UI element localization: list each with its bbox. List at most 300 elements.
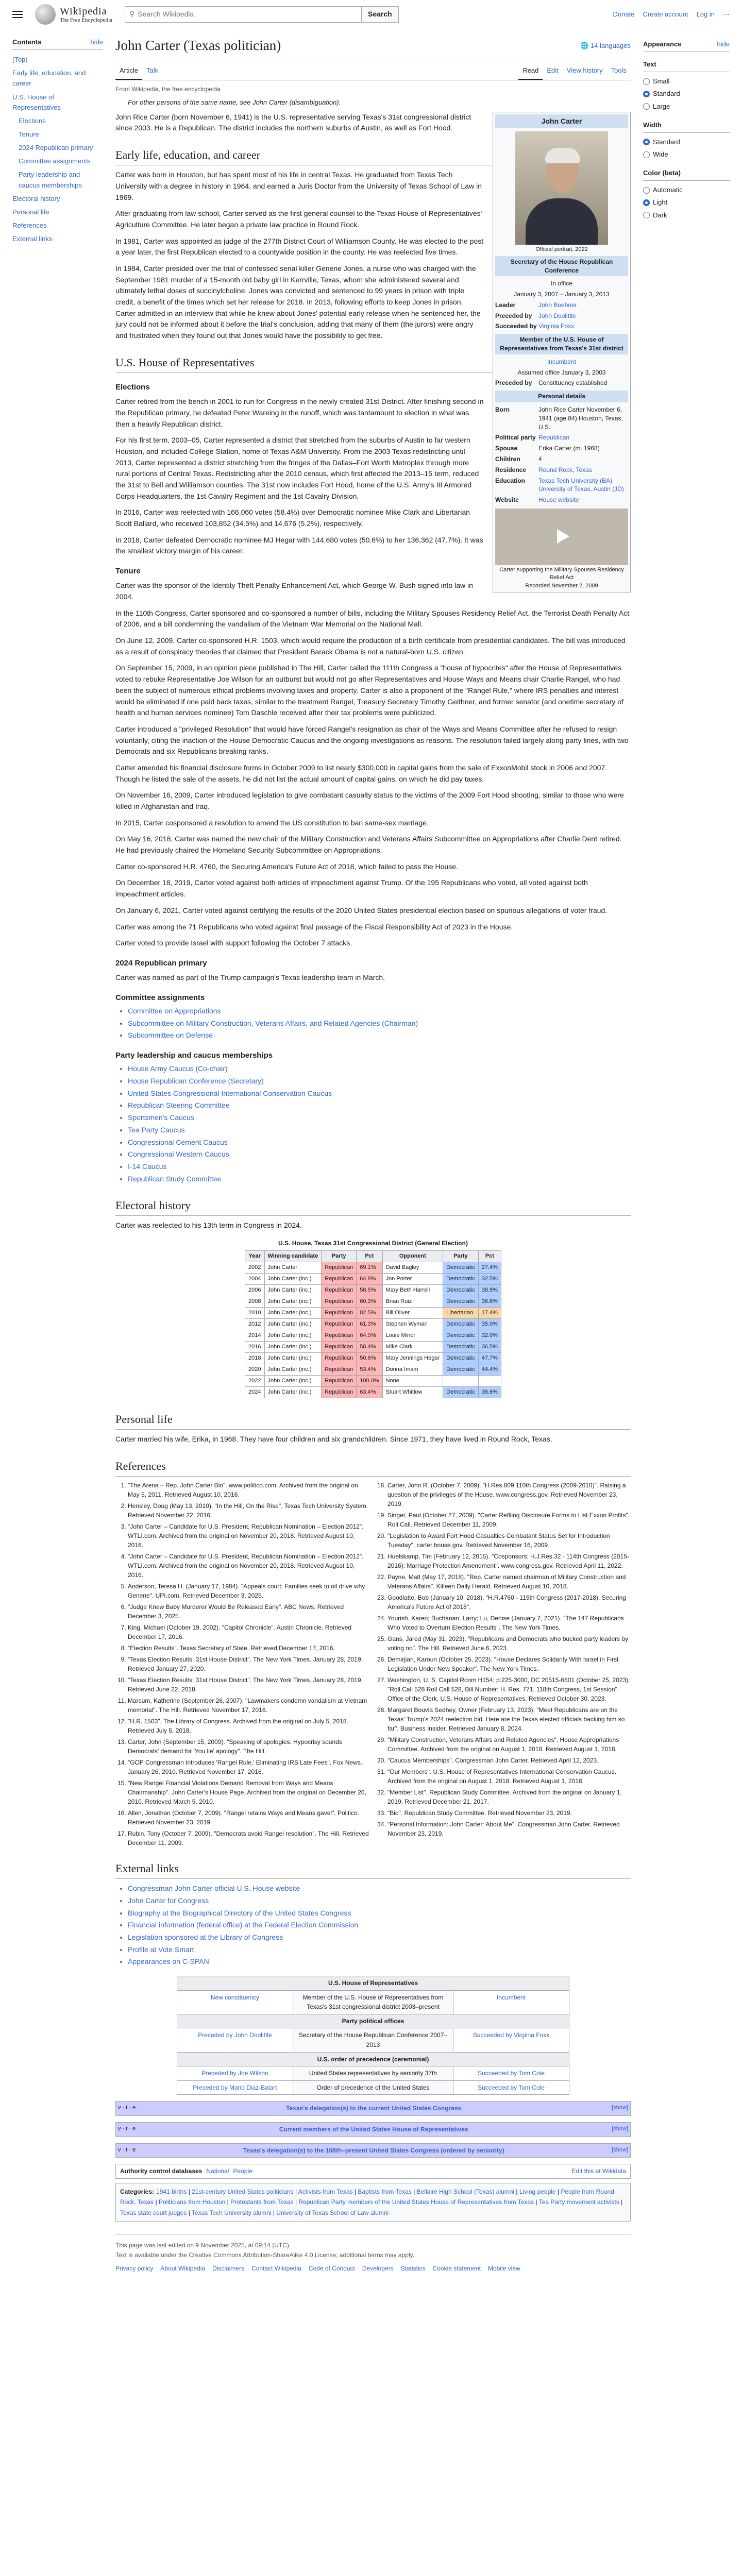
radio-icon[interactable] — [643, 103, 650, 110]
succession-cell[interactable]: Preceded by Joe Wilson — [201, 2070, 268, 2077]
tenure-text — [115, 580, 631, 949]
infobox-row-succeeded: Succeeded by Virginia Foxx — [495, 323, 575, 330]
navbox — [115, 2143, 631, 2158]
appearance-hide-button[interactable]: hide — [717, 40, 730, 48]
reference-item: 26. Demirjian, Karoun (October 25, 2023). "House Declares Solidarity With Israel in First Legislation Under New Speaker". The New York Times. — [387, 1655, 631, 1673]
table-cell: 2024 — [245, 1387, 264, 1398]
succession-cell[interactable]: Incumbent — [497, 1993, 526, 2001]
table-cell[interactable]: John Carter (inc.) — [264, 1353, 322, 1364]
infobox-row-residence: Residence Round Rock, Texas — [495, 466, 592, 473]
create-account-link[interactable]: Create account — [643, 10, 688, 18]
navbox-title[interactable]: Current members of the United States House of Representatives — [279, 2125, 468, 2133]
caucus-list — [115, 1063, 631, 1184]
table-cell[interactable]: Stephen Wyman — [382, 1318, 443, 1330]
table-cell[interactable]: John Carter — [264, 1262, 322, 1273]
table-cell: 35.0% — [478, 1318, 501, 1330]
main-menu-icon[interactable] — [12, 9, 23, 20]
table-cell: 58.4% — [357, 1342, 382, 1353]
user-links — [613, 9, 730, 20]
portrait-caption: Official portrait, 2022 — [535, 246, 588, 253]
table-cell: 2002 — [245, 1262, 264, 1273]
reference-item: 18. Carter, John R. (October 7, 2009). "H.Res.809 110th Congress (2009-2010)". Raising a question of the privileges of the House. www.congress.gov. Retrieved November 23, 2019. — [387, 1481, 631, 1509]
table-cell[interactable]: John Carter (inc.) — [264, 1296, 322, 1307]
last-edited: This page was last edited on 9 November 2025, at 09:14 (UTC). — [115, 2241, 291, 2249]
footer-link[interactable]: Statistics — [400, 2265, 426, 2273]
table-cell[interactable]: John Carter (inc.) — [264, 1284, 322, 1296]
navbox-vte[interactable]: v · t · e — [118, 2146, 136, 2153]
paragraph: For his first term, 2003–05, Carter represented a district that stretched from the suburbs of Austin to far western Houston, and included College Station, home of Texas A&M University. From the 2003 Texas redistricting until 2013, Carter represented a district stretching from the fringes of the Dallas–Fort Worth Metroplex through more rural portions of Central Texas. Redistricting after the 2010 census, which first affected the 2013–15 term, reduced the 31st to Bell and Williamson counties. The 31st now includes Fort Hood, home of the U.S. Army's III Armored Corps Headquarters, the 1st Cavalry Regiment and the 1st Cavalry Division. — [115, 436, 479, 500]
table-cell[interactable]: None — [382, 1376, 443, 1387]
paragraph: In 2018, Carter defeated Democratic nominee MJ Hegar with 144,680 votes (50.6%) to her 136,362 (47.7%). It was the smallest victory margin of his career. — [115, 535, 483, 555]
license-text: Text is available under the Creative Commons Attribution-ShareAlike 4.0 License; additional terms may apply. — [115, 2251, 415, 2259]
toc-item[interactable]: Party leadership and caucus memberships — [19, 171, 82, 189]
succession-header: Party political offices — [177, 2014, 569, 2029]
tab-read[interactable]: Read — [518, 62, 543, 80]
tab-view-history[interactable]: View history — [566, 66, 603, 74]
table-row — [245, 1296, 501, 1307]
category-link[interactable]: People from Round Rock, Texas — [120, 2188, 614, 2206]
external-link[interactable]: • Appearances on C-SPAN — [128, 1956, 631, 1968]
office-term-1: January 3, 2007 – January 3, 2013 — [514, 291, 610, 298]
category-link[interactable]: 1941 births — [156, 2188, 187, 2195]
category-links: Categories: 1941 births | 21st-century United States politicians | Activists from Texas | Baptists from Texas | Bellaire High School (Texas) alumni | Living people | People from Round Rock, Texas | Politicians from Houston | Protestants from Texas | Republican Party members of the United States House of Representatives from Texas | Tea Party movement activists | Texas state court judges | Texas Tech University alumni | University of Texas School of Law alumni — [115, 2183, 631, 2222]
table-cell: Republican — [322, 1262, 357, 1273]
search-placeholder: Search Wikipedia — [138, 10, 194, 19]
table-cell: Democratic — [443, 1342, 479, 1353]
reference-item: 17. Rubin, Tony (October 7, 2009). "Democrats avoid Rangel resolution". The Hill. Retrieved December 11, 2009. — [128, 1829, 371, 1848]
table-cell: 32.0% — [478, 1330, 501, 1341]
table-cell[interactable]: Mike Clark — [382, 1342, 443, 1353]
table-cell[interactable]: Louie Minor — [382, 1330, 443, 1341]
paragraph: Carter introduced a "privileged Resolution" that would have forced Rangel's resignation as chair of the Ways and Means Committee after he refused to resign voluntarily, citing the inaction of the House Democratic Caucus and the ongoing investigations as reasons. The resolution failed largely along party lines, with two Democrats and six Republicans breaking ranks. — [115, 724, 629, 756]
paragraph: After graduating from law school, Carter served as the first general counsel to the Texas House of Representatives' Agriculture Committee. He later began a private law practice in Round Rock. — [115, 209, 482, 229]
section-committees: Committee assignments — [115, 993, 205, 1002]
table-row — [245, 1353, 501, 1364]
table-cell: 2014 — [245, 1330, 264, 1341]
toc-item[interactable]: Electoral history — [12, 194, 60, 202]
section-electoral-history: Electoral history — [115, 1197, 631, 1216]
video-credit: Recorded November 2, 2009 — [525, 582, 598, 589]
reference-item: 1. "The Arena – Rep. John Carter Bio". www.politico.com. Archived from the original on May 5, 2011. Retrieved August 10, 2016. — [128, 1481, 371, 1499]
caucus-item[interactable]: • Congressional Cement Caucus — [128, 1137, 631, 1148]
footer-link[interactable]: Disclaimers — [212, 2265, 245, 2273]
succession-header: U.S. order of precedence (ceremonial) — [177, 2053, 569, 2067]
table-cell[interactable]: John Carter (inc.) — [264, 1307, 322, 1318]
succession-cell[interactable]: Succeeded by Virginia Foxx — [473, 2031, 550, 2039]
language-selector[interactable]: 🌐 14 languages — [580, 41, 631, 49]
color-option[interactable] — [643, 209, 730, 222]
tab-talk[interactable]: Talk — [146, 66, 159, 74]
table-header: Opponent — [382, 1250, 443, 1262]
reference-item: 27. Washington, U. S. Capitol Room H154; p:225-3000, DC 20515-6601 (October 25, 2023). "Roll Call 528 Roll Call 528, Bill Number: H. Res. 771, 118th Congress, 1st Session". Office of the Clerk, U.S. House of Representatives. Retrieved October 30, 2023. — [387, 1675, 631, 1703]
caucus-item[interactable]: • I-14 Caucus — [128, 1161, 631, 1173]
table-cell: Republican — [322, 1318, 357, 1330]
width-option[interactable] — [643, 148, 730, 161]
table-cell[interactable]: John Carter (inc.) — [264, 1387, 322, 1398]
reference-item: 6. "Judge Knew Baby Murderer Would Be Released Early". ABC News. Retrieved December 3, 2025. — [128, 1602, 371, 1621]
toc-list — [12, 53, 103, 246]
footer-links — [115, 2264, 631, 2274]
succession-cell[interactable]: Preceded by Mario Diaz-Balart — [193, 2083, 277, 2091]
text-size-option[interactable] — [643, 75, 730, 88]
category-link[interactable]: University of Texas School of Law alumni — [276, 2209, 389, 2216]
table-cell[interactable]: John Carter (inc.) — [264, 1318, 322, 1330]
color-label: Color (beta) — [643, 166, 730, 181]
navbox — [115, 2122, 631, 2137]
footer-link[interactable]: Cookie statement — [432, 2265, 481, 2273]
personal-details-header: Personal details — [495, 391, 628, 402]
table-cell: 69.1% — [357, 1262, 382, 1273]
table-cell: 2008 — [245, 1296, 264, 1307]
text-size-label: Text — [643, 57, 730, 72]
section-personal-life: Personal life — [115, 1411, 631, 1430]
navbox-show-toggle[interactable]: [show] — [612, 2125, 628, 2132]
table-cell: Republican — [322, 1387, 357, 1398]
external-link[interactable]: • Financial information (federal office) at the Federal Election Commission — [128, 1920, 631, 1931]
option-label: Automatic — [653, 186, 683, 194]
reference-item: 23. Goodlatte, Bob (January 10, 2018). "H.R.4760 - 115th Congress (2017-2018): Securing America's Future Act of 2018". — [387, 1593, 631, 1612]
option-label: Large — [653, 102, 670, 110]
incumbent-label[interactable]: Incumbent — [547, 358, 577, 365]
table-cell: 58.5% — [357, 1284, 382, 1296]
reference-list — [115, 1481, 631, 1848]
table-row — [245, 1262, 501, 1273]
donate-link[interactable]: Donate — [613, 10, 635, 18]
table-cell — [478, 1376, 501, 1387]
committee-list — [115, 1006, 631, 1041]
section-references: References — [115, 1458, 631, 1477]
table-cell — [443, 1376, 479, 1387]
infobox-row-children: Children 4 — [495, 455, 542, 463]
toc-item[interactable]: 2024 Republican primary — [19, 144, 93, 152]
toc-item[interactable]: Committee assignments — [19, 157, 91, 165]
authority-people[interactable]: People — [233, 2167, 252, 2175]
infobox-row-website: Website House website — [495, 496, 579, 504]
infobox-row-education: Education Texas Tech University (BA) University of Texas, Austin (JD) — [495, 477, 624, 493]
table-cell: Republican — [322, 1307, 357, 1318]
category-link[interactable]: Bellaire High School (Texas) alumni — [416, 2188, 515, 2195]
table-cell: 60.3% — [357, 1296, 382, 1307]
video-player[interactable] — [495, 509, 628, 565]
intro-paragraph: John Rice Carter (born November 6, 1941) is the U.S. representative serving Texas's 31st congressional district since 2003. He is a Republican. The district includes the northern suburbs of Austin, as well as Fort Hood. — [115, 112, 471, 132]
table-row — [245, 1376, 501, 1387]
paragraph: Carter co-sponsored H.R. 4760, the Securing America's Future Act of 2018, which failed to pass the House. — [115, 862, 458, 871]
reference-item: 13. Carter, John (September 15, 2009). "Speaking of apologies: Hypocrisy sounds Democrats' demand for 'You lie' apology". The Hill. — [128, 1737, 371, 1756]
navbox-show-toggle[interactable]: [show] — [612, 2146, 628, 2153]
authority-national[interactable]: National — [206, 2167, 229, 2175]
radio-icon[interactable] — [643, 187, 650, 194]
caucus-item[interactable]: • Sportsmen's Caucus — [128, 1112, 631, 1124]
paragraph: In 1981, Carter was appointed as judge of the 277th District Court of Williamson County. He was elected to the post a year later, the first Republican elected to a countywide position in the county. He was reelected five times. — [115, 236, 484, 257]
table-cell[interactable]: Stuart Whitlow — [382, 1387, 443, 1398]
table-row — [245, 1342, 501, 1353]
table-cell[interactable]: Donna Imam — [382, 1364, 443, 1376]
succession-row — [177, 2066, 569, 2081]
table-cell[interactable]: John Carter (inc.) — [264, 1330, 322, 1341]
navbox-title[interactable]: Texas's delegation(s) to the 108th–present United States Congress (ordered by seniority) — [243, 2146, 504, 2154]
radio-icon[interactable] — [643, 139, 650, 145]
table-row — [245, 1330, 501, 1341]
search-button[interactable]: Search — [361, 6, 399, 23]
table-cell: 38.9% — [478, 1284, 501, 1296]
category-link[interactable]: Tea Party movement activists — [538, 2198, 619, 2206]
width-label: Width — [643, 118, 730, 133]
caucus-item[interactable]: • Tea Party Caucus — [128, 1125, 631, 1136]
paragraph: On January 6, 2021, Carter voted against certifying the results of the 2020 United States presidential election based on spurious allegations of voter fraud. — [115, 906, 608, 914]
width-options — [643, 136, 730, 161]
table-cell: Democratic — [443, 1353, 479, 1364]
caucus-item[interactable]: • Republican Study Committee — [128, 1174, 631, 1185]
succession-cell[interactable]: Preceded by John Doolittle — [198, 2031, 272, 2039]
external-link[interactable]: • Biography at the Biographical Directory of the United States Congress — [128, 1908, 631, 1919]
reference-item: 33. "Bio". Republican Study Committee. Retrieved November 23, 2019. — [387, 1808, 631, 1818]
wikipedia-logo[interactable] — [35, 4, 112, 25]
article — [103, 29, 643, 2280]
reference-item: 3. "John Carter – Candidate for U.S. President, Republican Nomination – Election 2012". WTLI.com. Archived from the original on November 20, 2018. Retrieved August 10, 2016. — [128, 1522, 371, 1550]
option-label: Dark — [653, 211, 667, 219]
footer-link[interactable]: Mobile view — [487, 2265, 520, 2273]
footer-link[interactable]: Contact Wikipedia — [251, 2265, 301, 2273]
navbox-vte[interactable]: v · t · e — [118, 2105, 136, 2111]
table-row — [245, 1284, 501, 1296]
infobox-row-spouse: Spouse Erika Carter (m. 1968) — [495, 445, 600, 452]
succession-cell[interactable]: United States representatives by seniority 37th — [293, 2066, 453, 2080]
committee-item[interactable]: • Subcommittee on Defense — [128, 1030, 631, 1041]
category-link[interactable]: Protestants from Texas — [230, 2198, 294, 2206]
committee-item[interactable]: • Committee on Appropriations — [128, 1006, 631, 1017]
reference-item: 2. Hensley, Doug (May 13, 2010). "In the Hill, On the Rise". Texas Tech University System. Retrieved November 22, 2016. — [128, 1501, 371, 1520]
toc-item[interactable]: (Top) — [12, 56, 28, 64]
category-link[interactable]: Texas state court judges — [120, 2209, 187, 2216]
table-header: Pct — [357, 1250, 382, 1262]
infobox — [493, 112, 631, 592]
paragraph: On November 16, 2009, Carter introduced legislation to give combatant casualty status to the victims of the 2009 Fort Hood shooting, similar to those who were killed in Afghanistan and Iraq. — [115, 791, 624, 811]
toc-hide-button[interactable]: hide — [90, 38, 103, 46]
search-input[interactable] — [125, 6, 362, 23]
search-icon: ⚲ — [129, 10, 135, 19]
radio-icon[interactable] — [643, 199, 650, 206]
color-option[interactable] — [643, 184, 730, 196]
infobox-row-born: Born John Rice Carter November 6, 1941 (age 84) Houston, Texas, U.S. — [495, 406, 623, 431]
table-cell: 2010 — [245, 1307, 264, 1318]
table-cell: 64.0% — [357, 1330, 382, 1341]
navbox-title[interactable]: Texas's delegation(s) to the current United States Congress — [286, 2105, 462, 2112]
category-link[interactable]: Republican Party members of the United States House of Representatives from Texas — [298, 2198, 534, 2206]
tab-edit[interactable]: Edit — [547, 66, 559, 74]
external-link[interactable]: • Profile at Vote Smart — [128, 1944, 631, 1956]
reference-item: 31. "Our Members". U.S. House of Representatives International Conservation Caucus. Archived from the original on August 1, 2018. Retrieved August 1, 2018. — [387, 1767, 631, 1786]
appearance-panel — [643, 29, 730, 2280]
reference-item: 21. Huelskamp, Tim (February 12, 2015). "Cosponsors: H.J.Res.32 - 114th Congress (2015-2016): Marriage Protection Amendment". www.congress.gov. Retrieved April 11, 2022. — [387, 1552, 631, 1570]
succession-header: U.S. House of Representatives — [177, 1976, 569, 1991]
infobox-name: John Carter — [495, 114, 628, 129]
color-option[interactable] — [643, 196, 730, 209]
width-option[interactable] — [643, 136, 730, 148]
table-cell: 36.6% — [478, 1387, 501, 1398]
navbox-vte[interactable]: v · t · e — [118, 2125, 136, 2132]
footer-link[interactable]: About Wikipedia — [160, 2265, 206, 2273]
text-size-options — [643, 75, 730, 112]
section-caucus: Party leadership and caucus memberships — [115, 1051, 273, 1060]
table-cell[interactable]: John Carter (inc.) — [264, 1273, 322, 1284]
navbox-show-toggle[interactable]: [show] — [612, 2105, 628, 2111]
portrait-image[interactable] — [515, 131, 608, 245]
table-cell: Democratic — [443, 1296, 479, 1307]
external-link[interactable]: • Legislation sponsored at the Library of Congress — [128, 1932, 631, 1943]
table-cell: 36.5% — [478, 1342, 501, 1353]
table-cell[interactable]: John Carter (inc.) — [264, 1364, 322, 1376]
reference-item: 16. Allen, Jonathan (October 7, 2009). "Rangel retains Ways and Means gavel". Politico. Retrieved November 23, 2019. — [128, 1808, 371, 1827]
table-cell[interactable]: John Carter (inc.) — [264, 1342, 322, 1353]
category-link[interactable]: Activists from Texas — [298, 2188, 353, 2195]
table-cell: 61.3% — [357, 1318, 382, 1330]
paragraph: Carter voted to provide Israel with support following the October 7 attacks. — [115, 939, 352, 947]
table-cell[interactable]: David Bagley — [382, 1262, 443, 1273]
infobox-row-preceded-2: Preceded by Constituency established — [495, 379, 608, 387]
caucus-item[interactable]: • Republican Steering Committee — [128, 1100, 631, 1111]
category-link[interactable]: Politicians from Houston — [158, 2198, 226, 2206]
reference-item: 24. Yourish, Karen; Buchanan, Larry; Lu, Denise (January 7, 2021). "The 147 Republicans Who Voted to Overturn Election Results". The New York Times. — [387, 1614, 631, 1632]
reference-item: 32. "Member List". Republican Study Committee. Archived from the original on January 1, 2019. Retrieved December 21, 2017. — [387, 1788, 631, 1806]
table-row — [245, 1387, 501, 1398]
paragraph: On June 12, 2009, Carter co-sponsored H.R. 1503, which would require the production of a birth certificate from presidential candidates. The bill was introduced as a result of conspiracy theories that claimed that President Barack Obama is not a natural-born U.S. citizen. — [115, 636, 626, 656]
infobox-row-leader: Leader John Boehner — [495, 301, 577, 309]
table-header: Pct — [478, 1250, 501, 1262]
table-cell: Democratic — [443, 1284, 479, 1296]
table-cell: 2016 — [245, 1342, 264, 1353]
infobox-row-preceded: Preceded by John Doolittle — [495, 312, 576, 319]
external-links-list — [115, 1883, 631, 1968]
log-in-link[interactable]: Log in — [696, 10, 715, 18]
reference-item: 14. "GOP Congressman Introduces 'Rangel Rule,' Eliminating IRS Late Fees". Fox News. January 26, 2010. Retrieved November 17, 2016. — [128, 1758, 371, 1776]
table-cell[interactable]: Mary Beth Harrell — [382, 1284, 443, 1296]
text-size-option[interactable] — [643, 100, 730, 113]
caucus-item[interactable]: • House Army Caucus (Co-chair) — [128, 1063, 631, 1075]
table-cell[interactable]: Bill Oliver — [382, 1307, 443, 1318]
section-house: U.S. House of Representatives — [115, 354, 631, 373]
caucus-item[interactable]: • House Republican Conference (Secretary) — [128, 1076, 631, 1087]
table-cell: 32.5% — [478, 1273, 501, 1284]
site-sub: From Wikipedia, the free encyclopedia — [115, 85, 221, 93]
table-cell: 63.4% — [357, 1387, 382, 1398]
section-primary: 2024 Republican primary — [115, 958, 207, 968]
toc-item[interactable]: Tenure — [19, 130, 39, 138]
tab-tools[interactable]: Tools — [611, 66, 627, 74]
office-title-1[interactable]: Secretary of the House Republican Conference — [495, 256, 628, 277]
option-label: Small — [653, 77, 670, 86]
toc-item[interactable]: Elections — [19, 116, 46, 125]
reference-item: 19. Singer, Paul (October 27, 2009). "Carter Refiling Disclosure Forms to List Exxon Profits". Roll Call. Retrieved December 11, 2009. — [387, 1511, 631, 1529]
table-row — [245, 1273, 501, 1284]
video-caption: Carter supporting the Military Spouses Residency Relief Act — [499, 567, 624, 581]
caucus-item[interactable]: • United States Congressional International Conservation Caucus — [128, 1088, 631, 1099]
tab-article[interactable]: Article — [115, 62, 142, 80]
paragraph: In 1984, Carter presided over the trial of confessed serial killer Genene Jones, a nurse who was charged with the September 1981 murder of a 15-month old baby girl in Kerrville, Texas, whom she administered several and ultimately lethal doses of succinylcholine. Jones was convicted and sentenced to 99 years in prison with triple credit, a benefit of the times which set her release for 2018. In 2013, following efforts to keep Jones in prison, Carter admitted in an interview that while he knew about Jones' potential early release when he sentenced her, the jury could not be informed about it before the trial's conclusion, adding that many of them (the jurors) were angry and frustrated when they found out that Jones would have the possibility to get free. — [115, 264, 481, 340]
external-link[interactable]: • Congressman John Carter official U.S. House website — [128, 1883, 631, 1894]
table-row — [245, 1364, 501, 1376]
succession-cell[interactable]: Order of precedence of the United States — [293, 2081, 453, 2095]
paragraph: In 2016, Carter was reelected with 166,060 votes (58.4%) over Democratic nominee Mike Clark and Libertarian Scott Ballard, who received 103,852 (34.5%) and 14,676 (5.2%), respectively. — [115, 508, 470, 528]
succession-cell[interactable]: Secretary of the House Republican Conference 2007–2013 — [293, 2028, 453, 2052]
toc-item[interactable]: Personal life — [12, 208, 49, 216]
authority-control — [115, 2164, 631, 2179]
table-cell[interactable]: John Carter (inc.) — [264, 1376, 322, 1387]
category-link[interactable]: Baptists from Texas — [358, 2188, 412, 2195]
paragraph: On December 18, 2019, Carter voted against both articles of impeachment against Trump. Of the 195 Republicans who voted, all voted against both impeachment articles. — [115, 878, 588, 899]
section-early-life: Early life, education, and career — [115, 146, 631, 165]
table-cell: Democratic — [443, 1318, 479, 1330]
table-cell[interactable]: Jon Porter — [382, 1273, 443, 1284]
edit-wikidata-link[interactable]: Edit this at Wikidata — [571, 2167, 626, 2175]
succession-cell[interactable]: Member of the U.S. House of Representatives from Texas's 31st congressional district 2003–present — [293, 1991, 453, 2014]
table-cell: 100.0% — [357, 1376, 382, 1387]
section-external-links: External links — [115, 1860, 631, 1879]
table-header: Winning candidate — [264, 1250, 322, 1262]
committee-item[interactable]: • Subcommittee on Military Construction, Veterans Affairs, and Related Agencies (Chairman) — [128, 1018, 631, 1029]
navbox-header — [116, 2123, 630, 2137]
paragraph: Carter was among the 71 Republicans who voted against final passage of the Fiscal Responsibility Act of 2023 in the House. — [115, 922, 513, 931]
succession-row — [177, 2028, 569, 2052]
toc-item[interactable]: Early life, education, and career — [12, 69, 86, 88]
page-footer — [115, 2234, 631, 2280]
toc-item[interactable]: References — [12, 221, 47, 229]
text-size-option[interactable] — [643, 88, 730, 100]
table-header: Party — [443, 1250, 479, 1262]
paragraph: Carter amended his financial disclosure forms in October 2009 to list nearly $300,000 in capital gains from the sale of ExxonMobil stock in 2006 and 2007. Though he listed the sale of the assets, he did not list the actual amount of capital gains, on which he did pay taxes. — [115, 763, 608, 783]
globe-icon — [35, 4, 56, 25]
footer-link[interactable]: Developers — [362, 2265, 394, 2273]
in-office-label: In office — [551, 280, 572, 287]
caucus-item[interactable]: • Congressional Western Caucus — [128, 1149, 631, 1160]
table-cell[interactable]: Brian Ruiz — [382, 1296, 443, 1307]
radio-icon[interactable] — [643, 212, 650, 218]
option-label: Standard — [653, 138, 680, 146]
more-options-icon[interactable]: ⋯ — [723, 10, 730, 18]
wordmark: Wikipedia The Free Encyclopedia — [60, 5, 113, 23]
toc-item[interactable]: U.S. House of Representatives — [12, 93, 61, 111]
succession-cell[interactable]: Succeeded by Tom Cole — [478, 2083, 545, 2091]
category-link[interactable]: Living people — [519, 2188, 556, 2195]
table-cell: Republican — [322, 1364, 357, 1376]
primary-text — [115, 972, 631, 984]
radio-icon[interactable] — [643, 78, 650, 85]
external-link[interactable]: • John Carter for Congress — [128, 1895, 631, 1907]
office-title-2[interactable]: Member of the U.S. House of Representatives from Texas's 31st district — [495, 334, 628, 354]
succession-cell[interactable]: Succeeded by Tom Cole — [478, 2070, 545, 2077]
reference-item: 9. "Texas Election Results: 31st House District". The New York Times. January 28, 2019. Retrieved January 27, 2020. — [128, 1655, 371, 1673]
table-cell[interactable]: Mary Jennings Hegar — [382, 1353, 443, 1364]
table-cell: 2006 — [245, 1284, 264, 1296]
table-cell: 64.8% — [357, 1273, 382, 1284]
toc-title: Contents hide — [12, 37, 103, 50]
footer-link[interactable]: Privacy policy — [115, 2265, 154, 2273]
reference-item: 28. Margaret Bouvia Sedhey, Owner (February 13, 2023). "Meet Republicans are on the Texas' Trump's 2024 reelection bid. Here are the Texas elected officials backing him so far". Business Insider. Retrieved January 8, 2024. — [387, 1705, 631, 1733]
succession-cell[interactable]: New constituency — [210, 1993, 259, 2001]
reference-item: 11. Marcum, Katherine (September 26, 2007). "Lawmakers condemn vandalism at Vietnam memorial". The Hill. Retrieved November 17, 2016. — [128, 1696, 371, 1715]
table-cell: 2020 — [245, 1364, 264, 1376]
radio-icon[interactable] — [643, 151, 650, 158]
option-label: Standard — [653, 90, 680, 98]
toc-item[interactable]: External links — [12, 235, 53, 243]
page-title: John Carter (Texas politician) 🌐 14 languages — [115, 35, 631, 60]
footer-link[interactable]: Code of Conduct — [308, 2265, 355, 2273]
radio-icon[interactable] — [643, 91, 650, 97]
category-link[interactable]: Texas Tech University alumni — [191, 2209, 272, 2216]
category-link[interactable]: 21st-century United States politicians — [192, 2188, 294, 2195]
table-cell: 2004 — [245, 1273, 264, 1284]
table-cell: Republican — [322, 1273, 357, 1284]
electoral-paragraph: Carter was reelected to his 13th term in Congress in 2024. — [115, 1221, 302, 1230]
